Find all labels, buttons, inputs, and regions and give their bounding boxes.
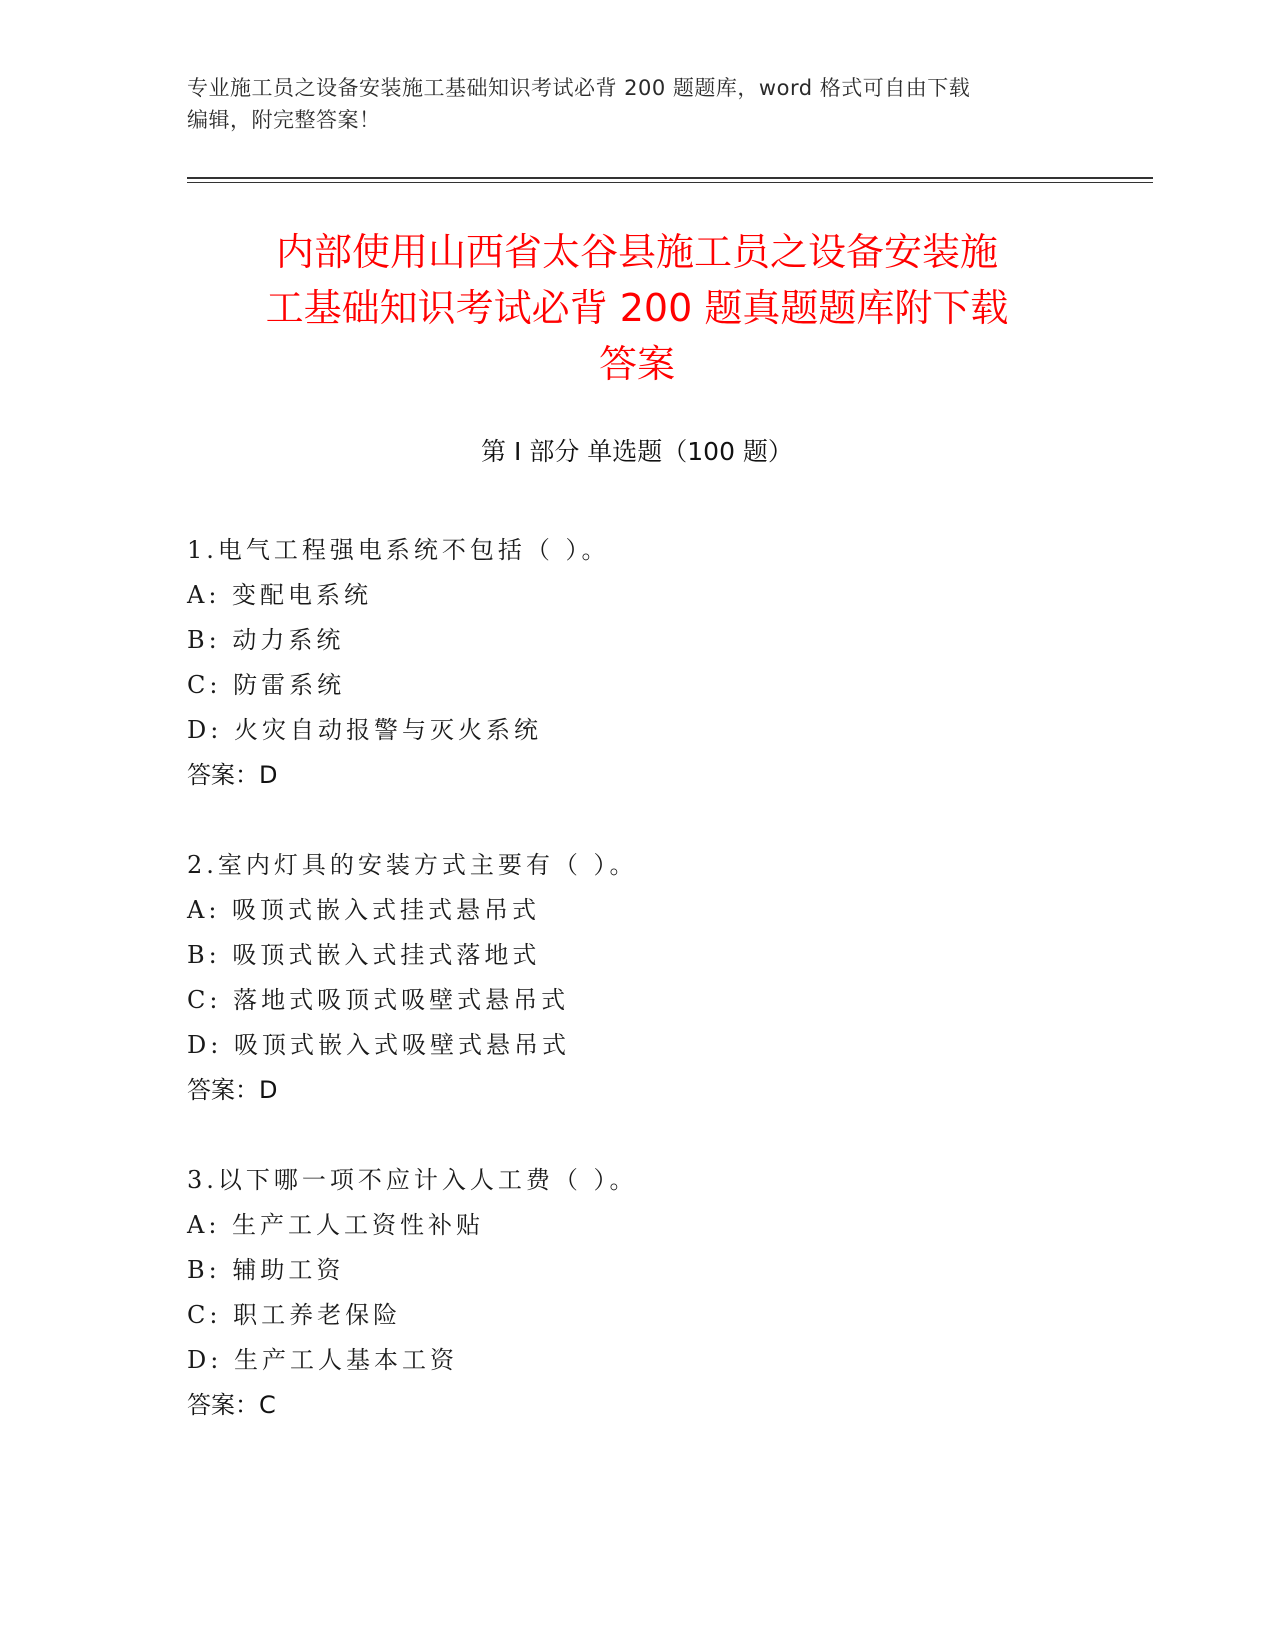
header-note-line-2: 编辑，附完整答案！ — [187, 108, 381, 132]
question-stem: 1.电气工程强电系统不包括（ ）。 — [187, 536, 610, 564]
option-c: C: 落地式吸顶式吸壁式悬吊式 — [187, 986, 570, 1014]
option-d: D: 生产工人基本工资 — [187, 1346, 458, 1374]
question-list — [187, 528, 1087, 1473]
question-stem: 2.室内灯具的安装方式主要有（ ）。 — [187, 851, 638, 879]
header-divider-thin — [187, 182, 1153, 183]
header-note-line-1: 专业施工员之设备安装施工基础知识考试必背 200 题题库，word 格式可自由下载 — [187, 76, 971, 100]
document-title — [187, 224, 1087, 392]
document-title-line-3: 答案 — [598, 342, 675, 386]
option-b: B: 吸顶式嵌入式挂式落地式 — [187, 941, 541, 969]
document-title-line-1: 内部使用山西省太谷县施工员之设备安装施 — [275, 230, 998, 274]
document-title-line-2: 工基础知识考试必背 200 题真题题库附下载 — [265, 286, 1009, 330]
option-d: D: 火灾自动报警与灭火系统 — [187, 716, 542, 744]
question-2 — [187, 843, 1087, 1113]
section-heading: 第 I 部分 单选题（100 题） — [481, 437, 793, 466]
option-b: B: 辅助工资 — [187, 1256, 345, 1284]
option-c: C: 防雷系统 — [187, 671, 346, 699]
question-stem: 3.以下哪一项不应计入人工费（ ）。 — [187, 1166, 638, 1194]
answer-label: 答案：D — [187, 761, 278, 789]
option-c: C: 职工养老保险 — [187, 1301, 402, 1329]
option-a: A: 吸顶式嵌入式挂式悬吊式 — [187, 896, 541, 924]
answer-label: 答案：D — [187, 1076, 278, 1104]
header-divider-thick — [187, 177, 1153, 179]
option-a: A: 变配电系统 — [187, 581, 373, 609]
option-d: D: 吸顶式嵌入式吸壁式悬吊式 — [187, 1031, 570, 1059]
option-a: A: 生产工人工资性补贴 — [187, 1211, 485, 1239]
question-1 — [187, 528, 1087, 798]
question-3 — [187, 1158, 1087, 1428]
option-b: B: 动力系统 — [187, 626, 345, 654]
header-note — [187, 72, 1087, 136]
answer-label: 答案：C — [187, 1391, 276, 1419]
